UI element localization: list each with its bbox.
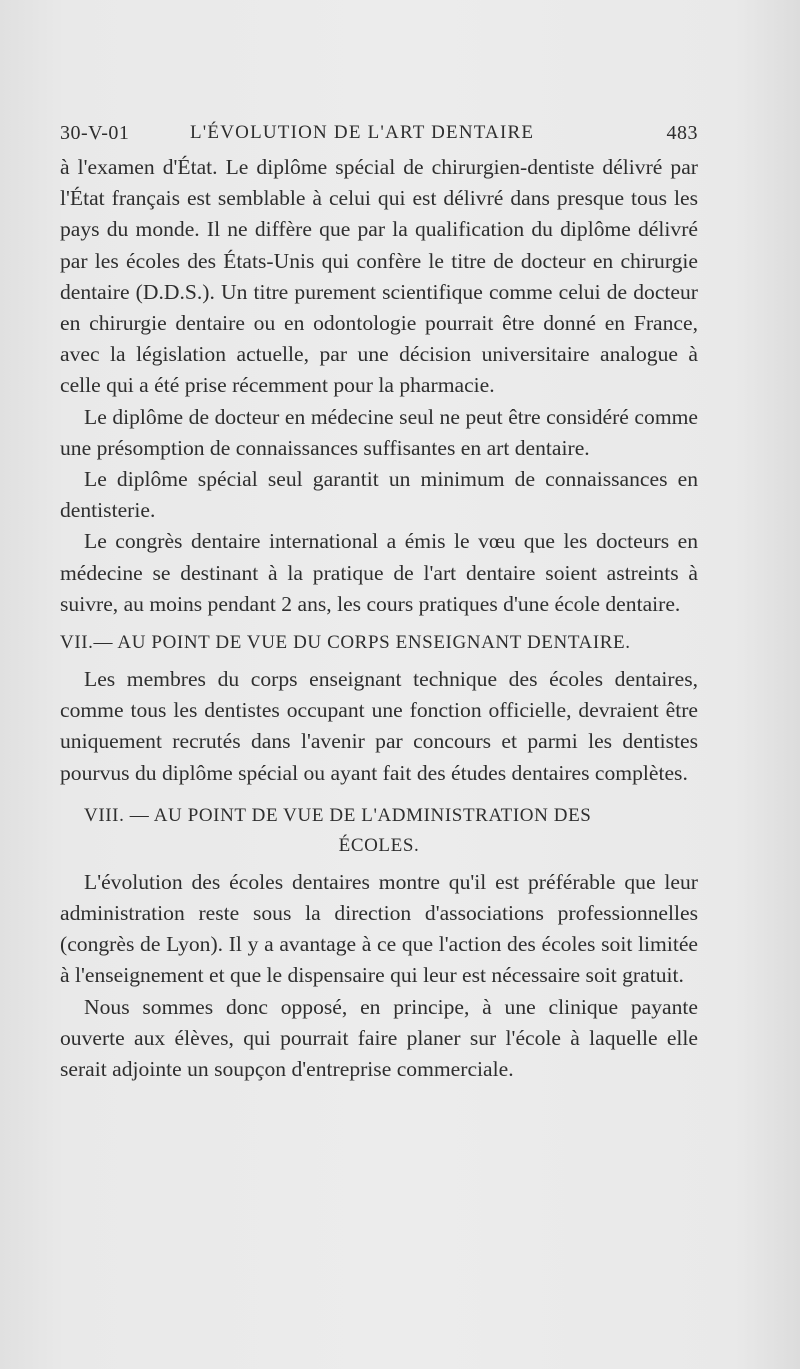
section-heading-viii-continued: ÉCOLES. [338,834,420,856]
header-date: 30-V-01 [60,122,130,144]
paragraph: Les membres du corps enseignant technique des écoles dentaires, comme tous les dentistes occupant une fonction officielle, devraient être uniquement recrutés dans l'avenir par concours et parmi les dentistes pourvus du diplôme spécial ou ayant fait des études dentaires complètes. [60,667,698,785]
paragraph: à l'examen d'État. Le diplôme spécial de chirurgien-dentiste délivré par l'État français est semblable à celui qui est délivré dans presque tous les pays du monde. Il ne diffère que par la qualification du diplôme délivré par les écoles des États-Unis qui confère le titre de docteur en chirurgie dentaire (D.D.S.). Un titre purement scientifique comme celui de docteur en chirurgie dentaire ou en odontologie pourrait être donné en France, avec la législation actuelle, par une décision universitaire analogue à celle qui a été prise récemment pour la pharmacie. [60,155,698,398]
page-number: 483 [666,122,698,144]
paragraph: L'évolution des écoles dentaires montre qu'il est préférable que leur administration reste sous la direction d'associations professionnelles (congrès de Lyon). Il y a avantage à ce que l'action des écoles soit limitée à l'enseignement et que le dispensaire qui leur est nécessaire soit gratuit. [60,869,698,988]
running-header [60,122,698,150]
header-title: L'ÉVOLUTION DE L'ART DENTAIRE [190,122,535,143]
paragraph: Le congrès dentaire international a émis le vœu que les docteurs en médecine se destinant à la pratique de l'art dentaire soient astreints à suivre, au moins pendant 2 ans, les cours pratiques d'une école dentaire. [60,529,698,616]
paragraph: Le diplôme de docteur en médecine seul ne peut être considéré comme une présomption de connaissances suffisantes en art dentaire. [60,404,698,460]
page-body [60,152,698,1085]
paragraph: Le diplôme spécial seul garantit un minimum de connaissances en dentisterie. [60,467,698,523]
section-heading-viii: VIII. — AU POINT DE VUE DE L'ADMINISTRATION DES [84,804,592,826]
section-heading-vii: VII.— AU POINT DE VUE DU CORPS ENSEIGNANT DENTAIRE. [60,632,631,654]
paragraph: Nous sommes donc opposé, en principe, à une clinique payante ouverte aux élèves, qui pourrait faire planer sur l'école à laquelle elle serait adjointe un soupçon d'entreprise commerciale. [60,994,698,1082]
